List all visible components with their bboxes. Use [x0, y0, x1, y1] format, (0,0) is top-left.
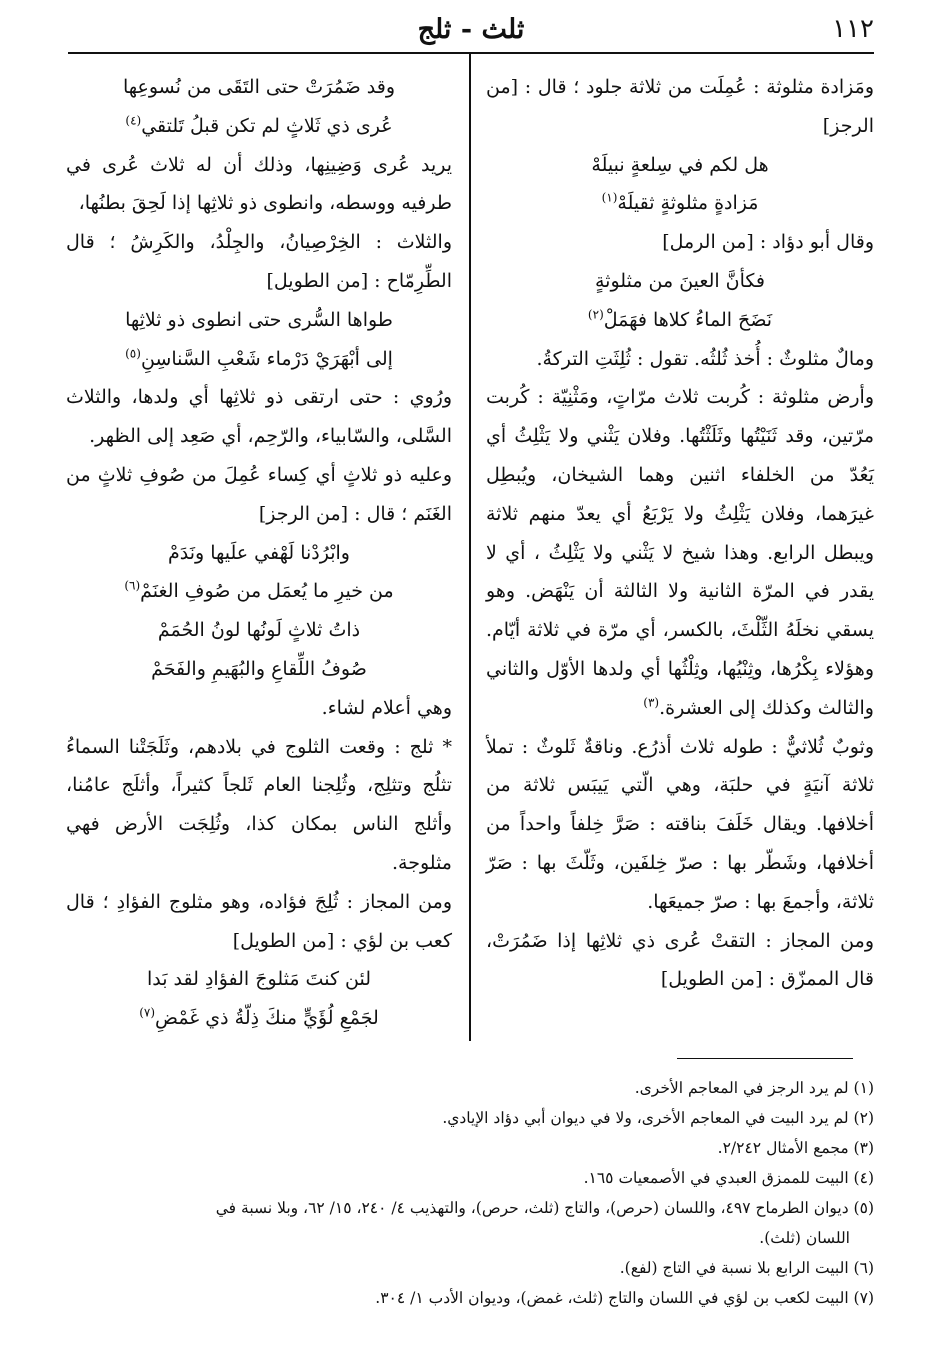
footnote: (٤) البيت للممزق العبدي في الأصمعيات ١٦٥. — [583, 1169, 874, 1187]
column-divider — [469, 54, 471, 1041]
right-column — [486, 68, 874, 999]
footnote: (٧) البيت لكعب بن لؤي في اللسان والتاج (ثلث، غمض)، وديوان الأدب ١/ ٣٠٤. — [375, 1289, 874, 1307]
left-column — [66, 68, 452, 1038]
footnote-rule — [677, 1058, 853, 1059]
paragraph: والثلاث : الخِرْصِيانُ، والجِلْدُ، والكَرِشُ ؛ قال الطِّرِمّاح : [من الطويل] — [66, 231, 452, 292]
verse-line: ذاتُ ثلاثٍ لَونُها لونُ الحُمَمْ — [157, 619, 361, 642]
entry-ard-mathluth: وأرض مثلوثة : كُربت ثلاث مرّاتٍ، ومَثْنِيّة : كُربت مرّتين، وقد ثَنَيْتُها وثَلَثْتُها. وفلان يَثْني ولا يَثْلِثُ أي يَعُدّ من الخلفاء اثنين وهما الشيخان، ويُبطِل غيرَهما، وفلان يَثْلِثُ ولا يَرْبَعُ أي يعدّ منهم ثلاثة ويبطل الرابع. وهذا شيخ لا يَثْني ولا يَثْلِثُ ، أي لا يقدر في المرّة الثانية ولا الثالثة أن يَنْهَض. وهو يسقي نخلَهُ الثِّلْثَ، بالكسر، أي مرّة في ثلاثة أيّام. وهؤلاء بِكْرُها، وثِنْيُها، وثِلْثُها أي ولدها الأوّل والثاني والثالث وكذلك إلى العشرة.$^{(٣)}$ — [486, 386, 874, 719]
verse-line: فكأنَّ العينَ من مثلوثةٍ — [595, 269, 765, 292]
entry-majaz: ومن المجاز : التقتْ عُرى ذي ثلاثِها إذا ضَمُرَتْ، قال الممزّق : [من الطويل] — [486, 929, 874, 991]
verse-intro: وقال أبو دؤاد : [من الرمل] — [662, 231, 874, 254]
footnote: (٣) مجمع الأمثال ٢/٢٤٢. — [717, 1139, 874, 1157]
verse-line: وابْرُدْنا لَهْفي علَيها ونَدَمْ — [168, 541, 350, 564]
footnote: (٥) ديوان الطرماح ٤٩٧، واللسان (حرص)، والتاج (ثلث، حرص)، والتهذيب ٤/ ٢٤٠، ١٥/ ٦٢، وبلا نسبة في — [215, 1199, 874, 1217]
entry-mazada: ومَزادة مثلوثة : عُمِلَت من ثلاثة جلود ؛ قال : [من الرجز] — [486, 76, 874, 137]
footnotes — [66, 1073, 874, 1313]
entry-majaz: ومن المجاز : ثُلِجَ فؤاده، وهو مثلوج الفؤادِ ؛ قال كعب بن لؤي : [من الطويل] — [66, 890, 452, 952]
page-number: ١١٢ — [832, 14, 874, 44]
verse-line: لئن كنتَ مَثلوجَ الفؤادِ لقد بَدا — [146, 968, 372, 991]
footnote-mark: (٧) — [139, 1005, 156, 1020]
paragraph: وهي أعلام لشاء. — [321, 696, 452, 719]
verse-line: طواها السُّرى حتى انطوى ذو ثلاثِها — [125, 308, 393, 331]
footnote-continuation: اللسان (ثلث). — [759, 1229, 850, 1247]
footnote: (١) لم يرد الرجز في المعاجم الأخرى. — [634, 1079, 874, 1097]
entry-thawb-thulathi: وثوبٌ ثُلاثيٌّ : طوله ثلاث أذرُع. وناقةٌ ثَلوثٌ : تملأ ثلاثة آنيَةٍ في حلبَة، وهي الّتي يَيبَس ثلاثة من أخلافها. ويقال خَلَفَ بناقته : صَرَّ خِلفاً واحداً من أخلافها، وشَطّر بها : صرّ خِلفَين، وثَلّثَ بها : صَرّ ثلاثة، وأجمعَ بها : صرّ جميعَها. — [486, 735, 874, 913]
footnote: (٦) البيت الرابع بلا نسبة في التاج (لفع). — [619, 1259, 874, 1277]
verse-line: لجَمْعِ لُؤَيٍّ منكَ ذِلّةُ ذي غَمْضِ$^{(٧)}$ — [139, 1005, 379, 1030]
entry-mal-mathluth: ومالٌ مثلوثٌ : أُخذ ثُلثُه. تقول : ثُلِثَتِ التركةُ. — [536, 347, 874, 370]
footnote-mark: (٦) — [124, 579, 141, 594]
footnote-mark: (١) — [601, 191, 618, 206]
verse-line: نَضَحَ الماءُ كلاها فهَمَلْ$^{(٢)}$ — [587, 307, 773, 331]
page-title: ثلث - ثلج — [417, 14, 525, 45]
verse-line: هل لكم في سِلعةٍ نبيلَهْ — [591, 153, 769, 176]
verse-line: وقد ضَمُرَتْ حتى التَقَى من نُسوعِها — [122, 76, 396, 98]
paragraph: ورُوي : حتى ارتقى ذو ثلاثِها أي ولدها، والثلاث السَّلى، والسّابياء، والرّحِم، أي صَعِد إلى الظهر. — [66, 386, 452, 448]
header-rule — [68, 52, 874, 54]
footnote-mark: (٢) — [587, 307, 604, 322]
verse-line: عُرى ذي ثَلاثٍ لم تكن قبلُ تَلتقي$^{(٤)}$ — [125, 113, 393, 137]
entry-thalj: * ثلج : وقعت الثلوج في بلادهم، وثَلَجَتْنا السماءُ تثلُج وتثلِج، وثُلِجنا العام ثَلجاً كثيراً، وأثلَج عامُنا، وأثلج الناس بمكان كذا، وثُلِجَت الأرض فهي مثلوجة. — [66, 735, 452, 874]
footnote-mark: (٤) — [125, 113, 142, 128]
paragraph: يريد عُرى وَضِينِها، وذلك أن له ثلاث عُرى في طرفيه ووسطه، وانطوى ذو ثلاثِها إذا لَحِقَ بطنُها، — [66, 153, 452, 215]
footnote: (٢) لم يرد البيت في المعاجم الأخرى، ولا في ديوان أبي دؤاد الإيادي. — [442, 1109, 874, 1127]
verse-line: صُوفُ اللِّقاعِ والبُهَيمِ والفَحَمْ — [151, 657, 367, 680]
verse-line: مَزادةٍ مثلوثةٍ ثقيلَهْ$^{(١)}$ — [601, 191, 759, 215]
page-header — [68, 14, 874, 48]
footnote-mark: (٥) — [125, 346, 141, 361]
verse-line: من خيرِ ما يُعمَل من صُوفِ الغنَمْ$^{(٦)}$ — [124, 579, 394, 603]
footnote-mark: (٣) — [643, 695, 660, 710]
paragraph: وعليه ذو ثلاثٍ أي كِساء عُمِلَ من صُوفِ ثلاثٍ من الغَنَم ؛ قال : [من الرجز] — [66, 463, 452, 525]
verse-line: إلى أبْهَرَيْ دَرْماء شَعْبِ السَّناسِنِ$^{(٥)}$ — [125, 346, 393, 370]
